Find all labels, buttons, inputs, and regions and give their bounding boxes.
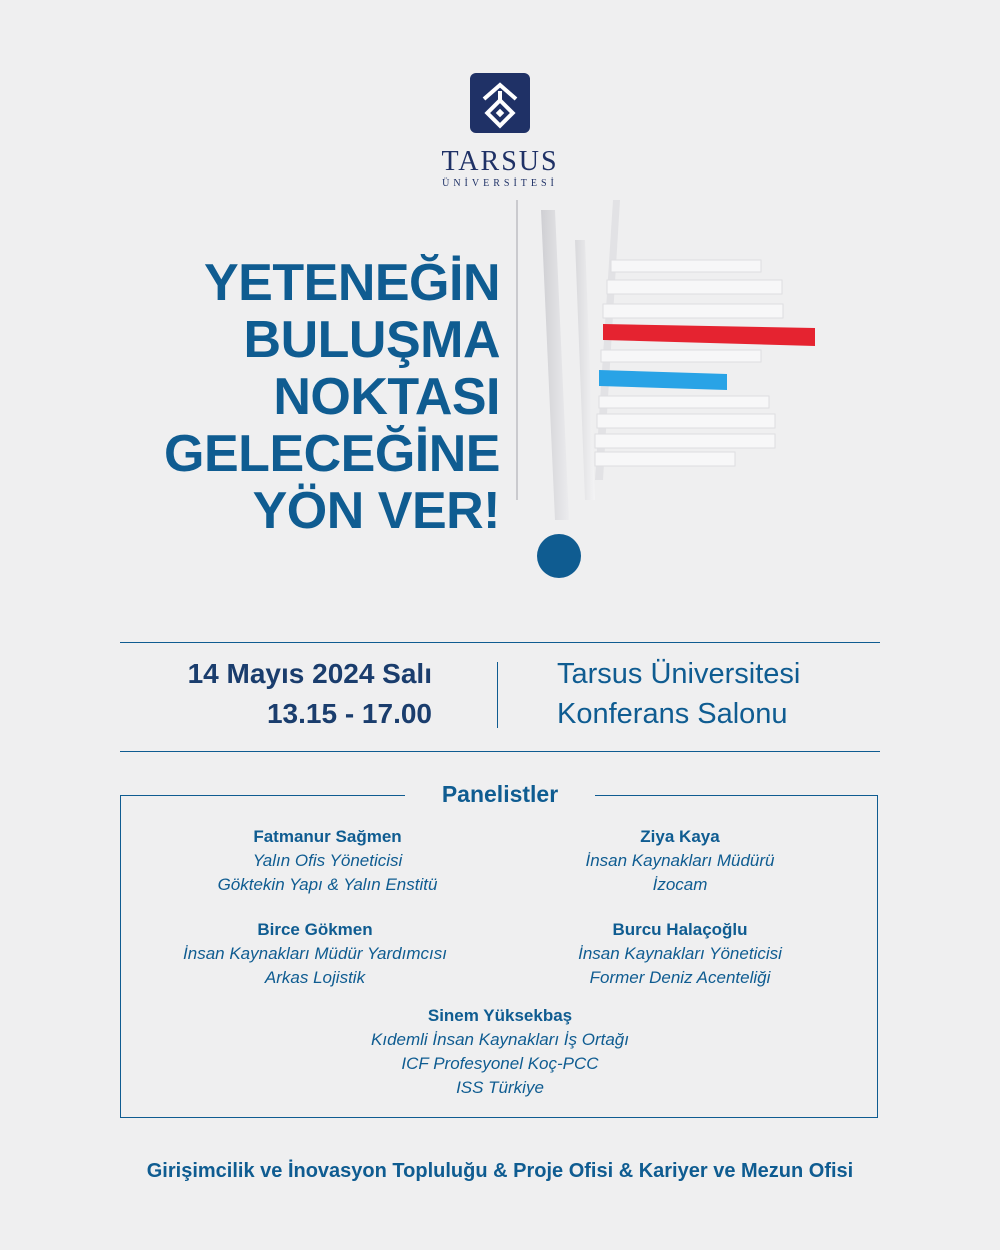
event-venue-line-2: Konferans Salonu xyxy=(557,698,788,730)
headline-line-4: GELECEĞİNE xyxy=(164,425,500,483)
panelist xyxy=(300,1004,700,1100)
panelist-name: Ziya Kaya xyxy=(640,827,720,846)
paper-strip-4 xyxy=(601,350,761,362)
headline-line-1: YETENEĞİN xyxy=(204,254,500,312)
logo-subtitle: ÜNİVERSİTESİ xyxy=(442,178,558,189)
info-rule-bottom xyxy=(120,751,880,752)
logo-emblem-icon xyxy=(470,73,530,133)
event-time: 13.15 - 17.00 xyxy=(266,698,432,729)
panelist-role: İnsan Kaynakları Müdürü xyxy=(585,851,775,870)
organizers-footer: Girişimcilik ve İnovasyon Topluluğu & Proje Ofisi & Kariyer ve Mezun Ofisi xyxy=(146,1160,854,1182)
headline-line-3: NOKTASI xyxy=(273,368,500,426)
panelist xyxy=(155,918,475,990)
panelist-company: Arkas Lojistik xyxy=(264,968,366,987)
panelist-role: İnsan Kaynakları Yöneticisi xyxy=(578,944,782,963)
logo-wordmark: TARSUS xyxy=(441,146,559,177)
paper-strip-8 xyxy=(595,452,735,466)
headline xyxy=(60,255,500,540)
panelist xyxy=(520,918,840,990)
graphic-fold-2 xyxy=(575,240,595,500)
paper-strip-1 xyxy=(611,260,761,272)
panelist-company: Göktekin Yapı & Yalın Enstitü xyxy=(217,875,438,894)
exclamation-dot xyxy=(537,534,581,578)
panelist-role: İnsan Kaynakları Müdür Yardımcısı xyxy=(183,944,447,963)
panelist-company: İzocam xyxy=(652,875,708,894)
panelist-role: Yalın Ofis Yöneticisi xyxy=(252,851,403,870)
info-rule-top xyxy=(120,642,880,643)
university-logo xyxy=(470,73,530,133)
panelist-role: Kıdemli İnsan Kaynakları İş Ortağı xyxy=(371,1030,629,1049)
panelists-title: Panelistler xyxy=(405,781,595,808)
paper-strip-5 xyxy=(599,396,769,408)
headline-line-2: BULUŞMA xyxy=(243,311,500,369)
panelist-name: Burcu Halaçoğlu xyxy=(612,920,748,939)
panelist xyxy=(170,825,485,897)
panelist-name: Sinem Yüksekbaş xyxy=(427,1006,573,1025)
panelist-company: ISS Türkiye xyxy=(456,1078,544,1097)
red-strip xyxy=(603,324,815,346)
panelist-credential: ICF Profesyonel Koç-PCC xyxy=(401,1054,599,1073)
info-divider xyxy=(497,662,498,728)
blue-strip xyxy=(599,370,727,390)
paper-strip-3 xyxy=(603,304,783,318)
panelist-name: Birce Gökmen xyxy=(257,920,373,939)
exclamation-graphic xyxy=(515,200,835,590)
panelist-company: Former Deniz Acenteliği xyxy=(589,968,771,987)
headline-line-5: YÖN VER! xyxy=(252,482,500,540)
paper-strip-6 xyxy=(597,414,775,428)
paper-strip-2 xyxy=(607,280,782,294)
event-date: 14 Mayıs 2024 Salı xyxy=(187,658,432,689)
panelist-name: Fatmanur Sağmen xyxy=(253,827,402,846)
paper-strip-7 xyxy=(595,434,775,448)
graphic-fold-1 xyxy=(541,210,569,520)
event-venue-line-1: Tarsus Üniversitesi xyxy=(557,658,801,690)
panelist xyxy=(520,825,840,897)
